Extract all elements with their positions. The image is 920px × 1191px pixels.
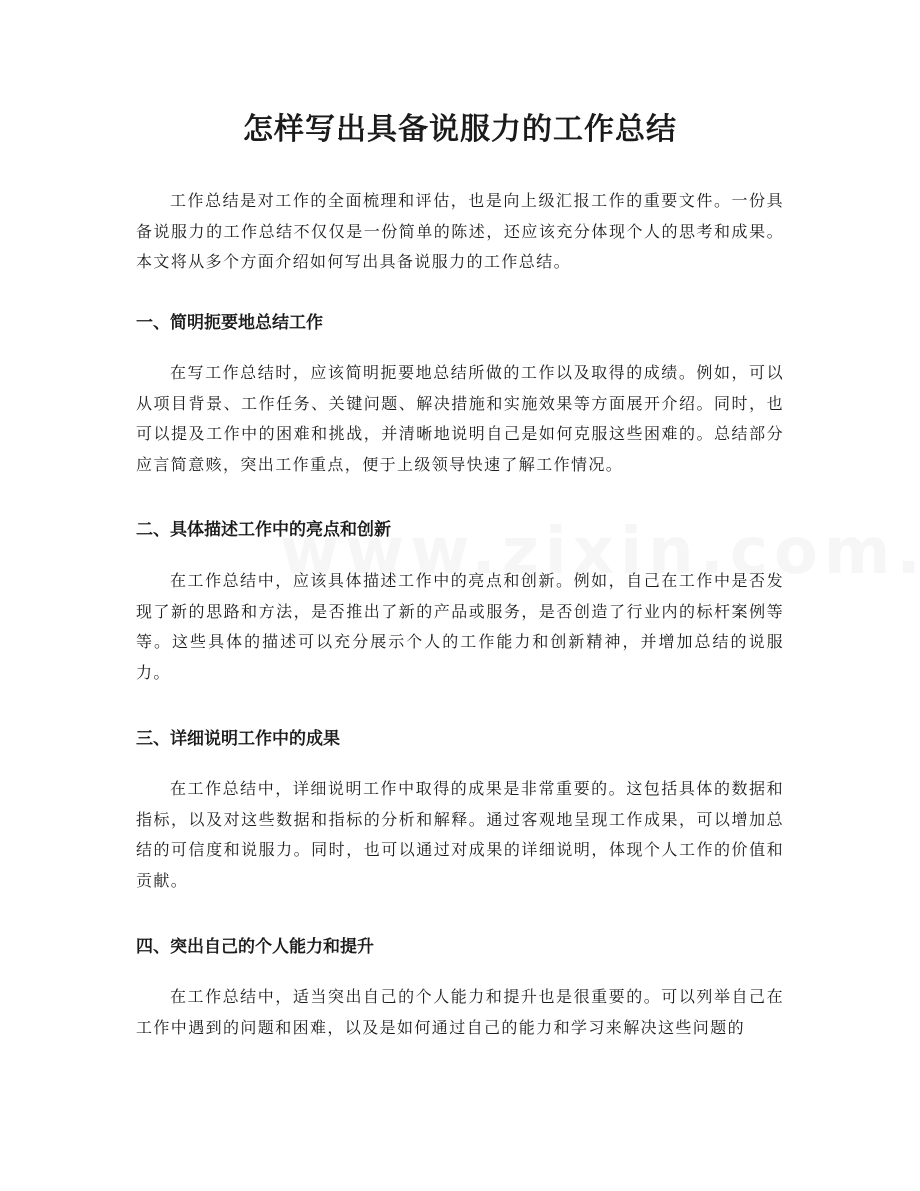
section-1-heading: 一、简明扼要地总结工作 <box>136 313 323 333</box>
section-2-body: 在工作总结中，应该具体描述工作中的亮点和创新。例如，自己在工作中是否发现了新的思路和方法，是否推出了新的产品或服务，是否创造了行业内的标杆案例等等。这些具体的描述可以充分展示个人的工作能力和创新精神，并增加总结的说服力。 <box>136 571 784 682</box>
section-3-body: 在工作总结中，详细说明工作中取得的成果是非常重要的。这包括具体的数据和指标，以及对这些数据和指标的分析和解释。通过客观地呈现工作成果，可以增加总结的可信度和说服力。同时，也可以通过对成果的详细说明，体现个人工作的价值和贡献。 <box>136 779 784 890</box>
section-3-heading: 三、详细说明工作中的成果 <box>136 729 340 749</box>
section-1-body: 在写工作总结时，应该简明扼要地总结所做的工作以及取得的成绩。例如，可以从项目背景、工作任务、关键问题、解决措施和实施效果等方面展开介绍。同时，也可以提及工作中的困难和挑战，并清晰地说明自己是如何克服这些困难的。总结部分应言简意赅，突出工作重点，便于上级领导快速了解工作情况。 <box>136 363 784 474</box>
section-4-body: 在工作总结中，适当突出自己的个人能力和提升也是很重要的。可以列举自己在工作中遇到的问题和困难，以及是如何通过自己的能力和学习来解决这些问题的 <box>136 987 784 1037</box>
document-title: 怎样写出具备说服力的工作总结 <box>243 112 677 147</box>
section-2-heading: 二、具体描述工作中的亮点和创新 <box>136 520 391 540</box>
section-4-heading: 四、突出自己的个人能力和提升 <box>136 937 374 957</box>
intro-paragraph: 工作总结是对工作的全面梳理和评估，也是向上级汇报工作的重要文件。一份具备说服力的工作总结不仅仅是一份简单的陈述，还应该充分体现个人的思考和成果。本文将从多个方面介绍如何写出具备说服力的工作总结。 <box>136 191 784 271</box>
